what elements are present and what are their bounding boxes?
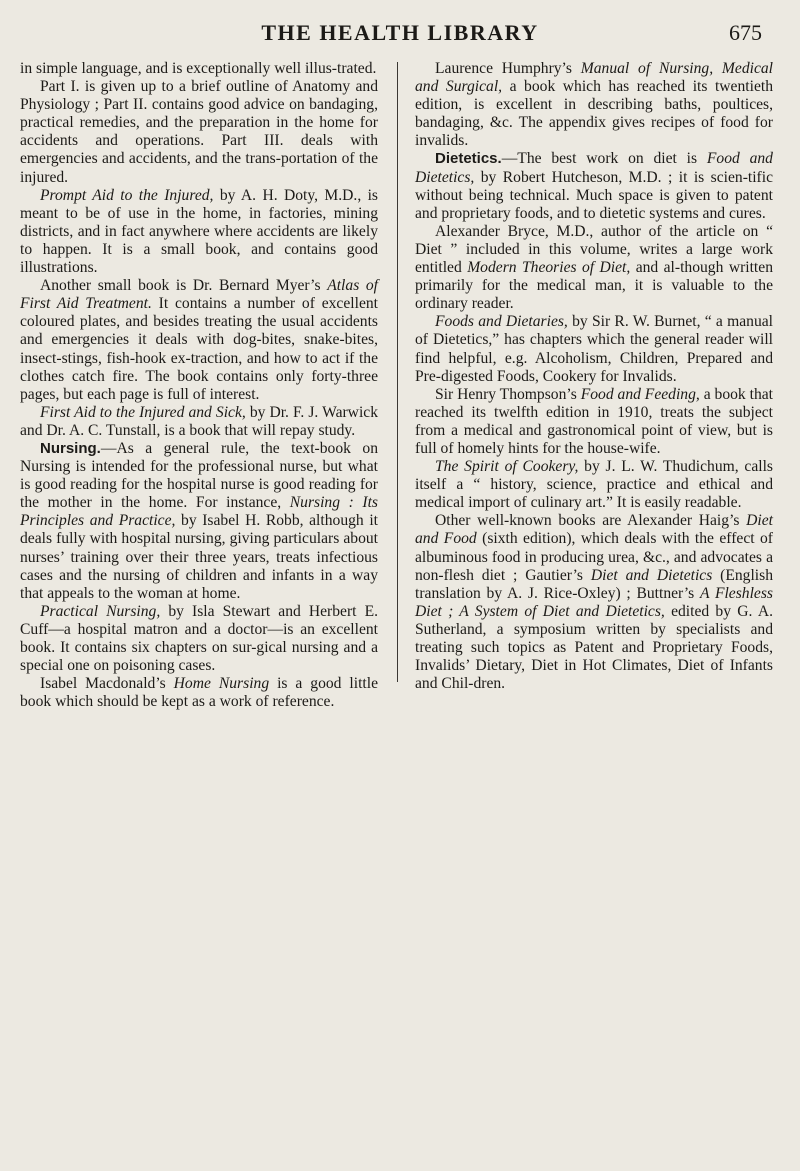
page-number: 675 (729, 20, 762, 45)
paragraph-text: Sir Henry Thompson’s (435, 385, 581, 403)
book-title: First Aid to the Injured and Sick, (40, 403, 246, 421)
section-heading: Dietetics. (435, 150, 502, 168)
paragraph-text: —The best work on diet is (501, 150, 707, 168)
book-title: Practical Nursing, (40, 602, 161, 620)
book-title: Food and Dietetics, (415, 150, 773, 186)
paragraph-text: —As a general rule, the text-book on Nursing is intended for the professional nurse, but what is good reading for the hospital nurse is good reading for the mother in the home. For instance, (20, 439, 378, 512)
book-title: Diet and Dietetics (590, 566, 713, 584)
paragraph (20, 78, 378, 187)
book-title: Atlas of First Aid Treatment. (20, 277, 378, 313)
paragraph (20, 404, 378, 440)
paragraph-text: by Robert Hutcheson, M.D. ; it is scien-tific without being technical. Much space is given to patent and proprietary foods, and to dietetic systems and cures. (415, 168, 773, 222)
book-title: Nursing : Its Principles and Practice, (20, 494, 378, 530)
paragraph-text: a book which has reached its twentieth edition, is excellent in describing baths, poultices, bandaging, &c. The appendix gives recipes of food for invalids. (415, 78, 773, 150)
paragraph (415, 386, 773, 458)
column-divider (397, 62, 398, 682)
paragraph-text: and al-though written primarily for the medical man, it is valuable to the ordinary reader. (415, 259, 773, 313)
paragraph (20, 187, 378, 277)
paragraph-text: Another small book is Dr. Bernard Myer’s (40, 277, 328, 295)
left-column (20, 60, 378, 711)
paragraph (20, 440, 378, 603)
book-title: Diet and Food (415, 512, 773, 548)
paragraph-text: (English translation by A. J. Rice-Oxley) ; Buttner’s (415, 566, 773, 602)
right-column (415, 60, 773, 693)
paragraph-text: by J. L. W. Thudichum, calls itself a “ history, science, practice and ethical and medical import of culinary art.” It is easily readable. (415, 458, 773, 512)
paragraph-text: edited by G. A. Sutherland, a symposium written by specialists and treating such topics as Patent and Proprietary Foods, Invalids’ Dietary, Diet in Hot Climates, Diet of Infants and Chil-dren. (415, 602, 773, 693)
paragraph (20, 675, 378, 711)
paragraph-text: a book that reached its twelfth edition in 1910, treats the subject from a medical and gastronomical point of view, but is full of homely hints for the house-wife. (415, 385, 774, 457)
book-title: Food and Feeding, (580, 385, 700, 403)
section-heading: Nursing. (40, 439, 101, 457)
paragraph-text: by Dr. F. J. Warwick and Dr. A. C. Tunstall, is a book that will repay study. (20, 403, 378, 439)
paragraph-text: Laurence Humphry’s (435, 60, 581, 77)
book-title: Prompt Aid to the Injured, (40, 186, 214, 204)
paragraph-text: by Sir R. W. Burnet, “ a manual of Dietetics,” has chapters which the general reader will find helpful, e.g. Alcoholism, Children, Prepared and Pre-digested Foods, Cookery for Invalids. (415, 313, 774, 385)
paragraph-text: Isabel Macdonald’s (40, 675, 174, 693)
page-header (0, 14, 800, 54)
book-title: Home Nursing (173, 675, 270, 693)
paragraph-text: It contains a number of excellent coloured plates, and besides treating the usual accidents and emergencies it deals with dog-bites, snake-bites, insect-stings, fish-hook ex-traction, and how to act if the clothes catch fire. The book contains only forty-three pages, but each page is full of interest. (20, 295, 378, 403)
running-title: THE HEALTH LIBRARY (261, 20, 539, 45)
book-title: The Spirit of Cookery, (435, 458, 579, 476)
paragraph (415, 150, 773, 222)
paragraph-text: Part I. is given up to a brief outline of Anatomy and Physiology ; Part II. contains good advice on bandaging, practical remedies, and the preparation in the home for accidents and operations. Part III. deals with emergencies and accidents, and the trans-portation of the injured. (20, 78, 378, 186)
paragraph-text: is a good little book which should be kept as a work of reference. (20, 675, 378, 711)
paragraph-text: by Isabel H. Robb, although it deals fully with hospital nursing, giving particulars about nurses’ training over their three years, treats infectious cases and the nursing of children and infants in a way that appeals to the woman at home. (20, 512, 378, 602)
paragraph (20, 277, 378, 404)
paragraph (415, 512, 773, 693)
paragraph (20, 60, 378, 78)
paragraph (415, 60, 773, 150)
paragraph-text: (sixth edition), which deals with the effect of albuminous food in producing urea, &c., and advocates a non-flesh diet ; Gautier’s (415, 530, 773, 584)
book-title: Foods and Dietaries, (435, 313, 568, 331)
paragraph-text: Alexander Bryce, M.D., author of the article on “ Diet ” included in this volume, writes a large work entitled (415, 222, 773, 277)
paragraph (415, 223, 773, 313)
paragraph-text: Other well-known books are Alexander Haig’s (435, 512, 747, 530)
book-title: Modern Theories of Diet, (467, 259, 631, 277)
paragraph (415, 458, 773, 512)
book-title: A Fleshless Diet ; A System of Diet and Dietetics, (415, 584, 773, 620)
paragraph-text: by Isla Stewart and Herbert E. Cuff—a hospital matron and a doctor—is an excellent book. It contains six chapters on sur-gical nursing and a special one on poisoning cases. (20, 602, 378, 675)
paragraph (20, 603, 378, 675)
book-title: Manual of Nursing, Medical and Surgical, (415, 60, 773, 96)
paragraph (415, 313, 773, 385)
paragraph-text: by A. H. Doty, M.D., is meant to be of use in the home, in factories, mining districts, and in fact anywhere where accidents are likely to happen. It is a small book, and contains good illustrations. (20, 186, 378, 277)
paragraph-text: in simple language, and is exceptionally well illus-trated. (20, 60, 377, 77)
